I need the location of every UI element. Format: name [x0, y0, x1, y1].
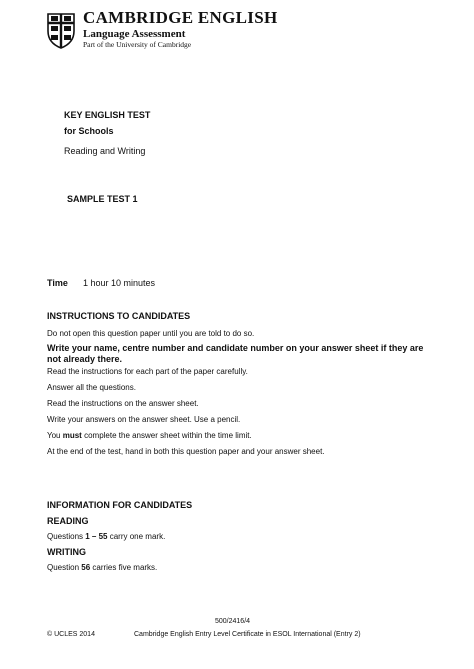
footer-copyright: © UCLES 2014: [47, 631, 95, 638]
writing-marks: Question 56 carries five marks.: [47, 563, 158, 572]
test-name: KEY ENGLISH TEST: [64, 110, 151, 120]
instruction-line-2: Write your name, centre number and candidate number on your answer sheet if they are not already there.: [47, 343, 424, 364]
sample-test-title: SAMPLE TEST 1: [67, 194, 138, 204]
test-audience: for Schools: [64, 126, 114, 136]
instruction-line-6: Write your answers on the answer sheet. Use a pencil.: [47, 415, 241, 424]
instructions-heading: INSTRUCTIONS TO CANDIDATES: [47, 311, 191, 321]
time-label: Time: [47, 278, 68, 288]
instruction-line-1: Do not open this question paper until you are told to do so.: [47, 329, 255, 338]
reading-heading: READING: [47, 516, 89, 526]
brand-title: CAMBRIDGE ENGLISH: [83, 8, 278, 27]
brand-subtitle: Language Assessment: [83, 28, 186, 40]
instruction-line-5: Read the instructions on the answer sheet.: [47, 399, 199, 408]
brand-tagline: Part of the University of Cambridge: [83, 40, 192, 49]
information-heading: INFORMATION FOR CANDIDATES: [47, 500, 193, 510]
instruction-line-8: At the end of the test, hand in both this question paper and your answer sheet.: [47, 447, 325, 456]
instruction-line-4: Answer all the questions.: [47, 383, 136, 392]
footer-certificate: Cambridge English Entry Level Certificate in ESOL International (Entry 2): [134, 631, 361, 638]
writing-heading: WRITING: [47, 547, 86, 557]
instruction-line-7: You must complete the answer sheet within the time limit.: [47, 431, 252, 440]
instruction-line-3: Read the instructions for each part of the paper carefully.: [47, 367, 248, 376]
time-value: 1 hour 10 minutes: [83, 278, 156, 288]
cambridge-shield-icon: [47, 13, 75, 49]
test-paper: Reading and Writing: [64, 146, 146, 156]
footer-code: 500/2416/4: [215, 618, 251, 625]
cambridge-header: [47, 9, 287, 55]
reading-marks: Questions 1 – 55 carry one mark.: [47, 532, 166, 541]
